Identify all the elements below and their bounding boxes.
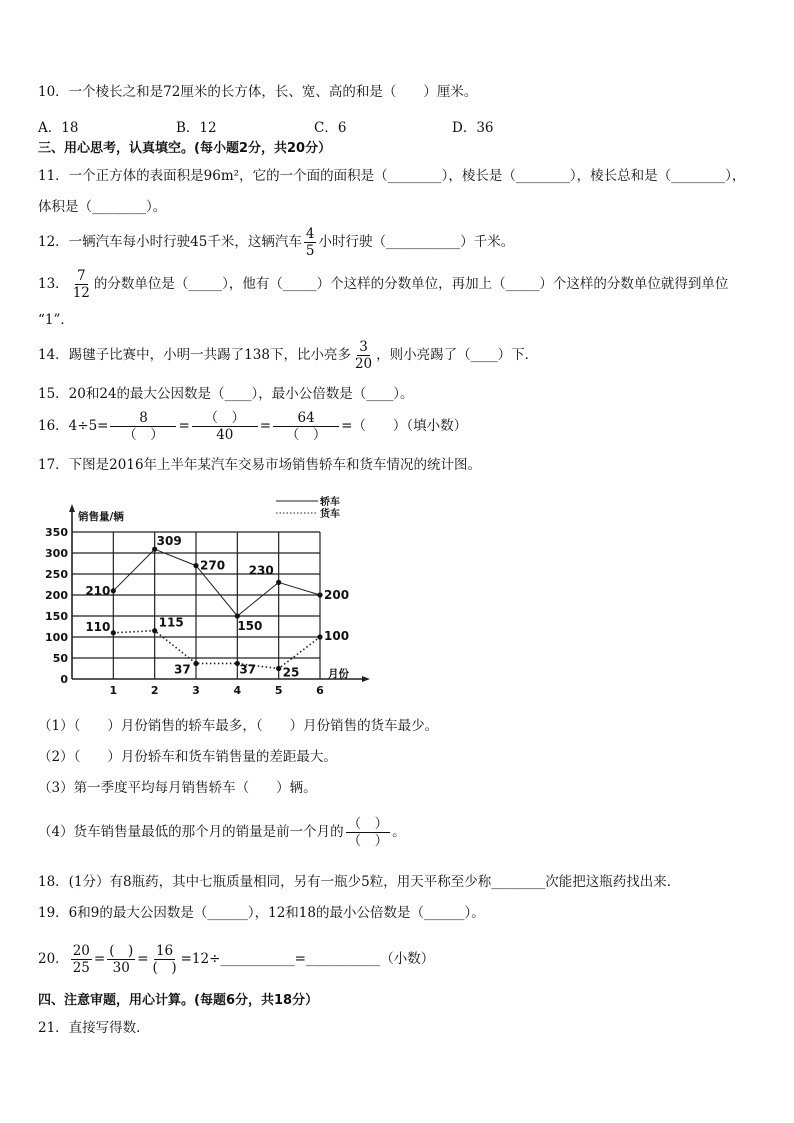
data-point xyxy=(152,628,157,633)
x-tick-label: 2 xyxy=(150,684,159,697)
question-18: 18．(1分）有8瓶药，其中七瓶质量相同，另有一瓶少5粒，用天平称至少称________次能把这瓶药找出来． xyxy=(38,874,681,890)
fraction-denominator: 40 xyxy=(216,427,234,443)
x-axis-label: 月份 xyxy=(328,668,349,680)
data-point xyxy=(235,613,240,618)
q16-fraction-2 xyxy=(192,410,258,443)
fraction-denominator: 30 xyxy=(112,960,130,976)
fraction-denominator: 12 xyxy=(72,285,90,301)
data-label: 150 xyxy=(237,619,263,633)
y-tick-label: 50 xyxy=(52,652,68,665)
y-tick-label: 0 xyxy=(60,673,68,686)
x-tick-label: 4 xyxy=(233,684,242,697)
q12-fraction xyxy=(304,226,317,259)
question-13-line2: “1”． xyxy=(38,312,74,328)
fraction-numerator: 20 xyxy=(72,943,90,959)
x-tick-label: 1 xyxy=(109,684,118,697)
question-17-sub1: （1）（ ）月份销售的轿车最多，（ ）月份销售的货车最少。 xyxy=(38,718,439,734)
sales-line-chart xyxy=(38,492,378,702)
data-label: 25 xyxy=(282,665,300,680)
q14-text-post: ，则小亮踢了（____）下． xyxy=(376,347,539,363)
q12-text-post: 小时行驶（___________）千米。 xyxy=(318,234,515,250)
q20-fraction-1 xyxy=(71,943,92,976)
data-point xyxy=(111,588,116,593)
data-point xyxy=(193,563,198,568)
data-label: 100 xyxy=(324,629,350,643)
y-tick-label: 200 xyxy=(45,589,68,602)
q17-sub4-text-post: 。 xyxy=(392,824,406,840)
y-tick-label: 300 xyxy=(45,547,68,560)
x-tick-label: 6 xyxy=(316,684,324,697)
question-11-line1: 11．一个正方体的表面积是96m²，它的一个面的面积是（________），棱长是（________），棱长总和是（________）， xyxy=(38,168,746,184)
equals-sign: = xyxy=(93,951,106,967)
q14-fraction xyxy=(353,339,374,372)
q20-text-pre: 20． xyxy=(38,951,69,967)
x-tick-label: 5 xyxy=(274,684,283,697)
question-10 xyxy=(38,82,477,102)
question-17-sub4 xyxy=(38,812,406,852)
data-point xyxy=(111,630,116,635)
fraction-numerator: 3 xyxy=(359,339,368,355)
q10-option-c: C．6 xyxy=(314,120,347,136)
question-13 xyxy=(38,267,728,301)
data-point xyxy=(317,592,322,597)
equals-sign: = xyxy=(178,418,190,434)
q20-fraction-2 xyxy=(107,943,135,976)
data-label: 37 xyxy=(239,662,257,677)
y-axis-label: 销售量/辆 xyxy=(78,511,124,523)
data-point xyxy=(193,661,198,666)
question-19: 19．6和9的最大公因数是（______），12和18的最小公倍数是（______）。 xyxy=(38,905,485,921)
fraction-numerator: 4 xyxy=(305,226,315,242)
q16-text-post: =（ ）（填小数） xyxy=(341,418,468,434)
q17-sub4-fraction xyxy=(346,816,391,849)
data-label: 230 xyxy=(248,563,274,578)
fraction-numerator: 8 xyxy=(110,410,176,427)
question-11-line2: 体积是（________）。 xyxy=(38,199,167,215)
q13-fraction xyxy=(71,268,92,301)
data-point xyxy=(276,666,281,671)
q12-text-pre: 12．一辆汽车每小时行驶45千米，这辆汽车 xyxy=(38,234,302,250)
q20-fraction-3 xyxy=(151,943,179,976)
question-20 xyxy=(38,940,434,978)
data-label: 115 xyxy=(158,615,184,630)
fraction-numerator: （ ） xyxy=(347,816,389,832)
legend-label: 轿车 xyxy=(320,497,340,508)
y-tick-label: 350 xyxy=(45,526,68,539)
y-tick-label: 100 xyxy=(45,631,68,644)
question-17-sub2: （2）（ ）月份轿车和货车销售量的差距最大。 xyxy=(38,749,337,765)
data-label: 309 xyxy=(156,534,182,549)
legend-label: 货车 xyxy=(320,509,340,520)
data-label: 210 xyxy=(85,583,111,598)
y-tick-label: 250 xyxy=(45,568,68,581)
data-label: 110 xyxy=(85,619,111,634)
fraction-denominator: ( ) xyxy=(152,960,177,976)
x-tick-label: 3 xyxy=(192,684,200,697)
fraction-denominator: 20 xyxy=(354,356,373,372)
equals-sign: = xyxy=(137,951,149,967)
question-17: 17．下图是2016年上半年某汽车交易市场销售轿车和货车情况的统计图。 xyxy=(38,457,482,473)
q10-option-d: D．36 xyxy=(452,120,494,136)
fraction-numerator: 16 xyxy=(155,943,174,959)
question-10-text: 10．一个棱长之和是72厘米的长方体，长、宽、高的和是（ ）厘米。 xyxy=(38,84,478,100)
question-21: 21．直接写得数． xyxy=(38,1020,150,1036)
fraction-denominator: 5 xyxy=(305,243,315,259)
section-4-heading: 四、注意审题，用心计算。(每题6分，共18分） xyxy=(38,993,319,1008)
x-axis-arrow xyxy=(362,676,370,682)
data-label: 37 xyxy=(174,662,191,677)
fraction-numerator: 7 xyxy=(76,268,86,284)
y-tick-label: 150 xyxy=(45,610,68,623)
q16-fraction-1 xyxy=(110,410,176,443)
q10-option-b: B．12 xyxy=(176,120,217,136)
section-3-heading: 三、用心思考，认真填空。(每小题2分，共20分） xyxy=(38,141,332,156)
data-point xyxy=(276,580,281,585)
fraction-numerator: （ ） xyxy=(192,410,258,427)
question-12 xyxy=(38,225,514,259)
q20-text-post: =12÷___________=___________（小数） xyxy=(180,951,435,967)
q16-text-pre: 16．4÷5= xyxy=(38,418,109,434)
question-16 xyxy=(38,408,467,444)
data-point xyxy=(317,634,322,639)
fraction-denominator: （ ） xyxy=(285,427,327,443)
q10-option-a: A．18 xyxy=(38,120,79,136)
y-axis-arrow xyxy=(69,504,75,512)
equals-sign: = xyxy=(259,418,272,434)
q14-text-pre: 14．踢毽子比赛中，小明一共踢了138下，比小亮多 xyxy=(38,347,351,363)
fraction-denominator: 25 xyxy=(72,960,90,976)
q16-fraction-3 xyxy=(273,410,339,443)
fraction-numerator: ( ) xyxy=(109,943,134,959)
series-line-truck xyxy=(113,631,320,669)
fraction-denominator: （ ） xyxy=(347,833,389,849)
question-15: 15．20和24的最大公因数是（____），最小公倍数是（____）。 xyxy=(38,386,414,402)
fraction-denominator: （ ） xyxy=(123,427,164,443)
question-17-sub3: （3）第一季度平均每月销售轿车（ ）辆。 xyxy=(38,780,317,796)
q13-text-pre: 13． xyxy=(38,276,69,292)
data-label: 200 xyxy=(324,588,350,602)
question-14 xyxy=(38,338,538,372)
fraction-numerator: 64 xyxy=(273,410,339,427)
q17-sub4-text-pre: （4）货车销售量最低的那个月的销量是前一个月的 xyxy=(38,824,344,840)
data-label: 270 xyxy=(200,558,226,573)
q13-text-post: 的分数单位是（_____），他有（_____）个这样的分数单位，再加上（_____）个这样的分数单位就得到单位 xyxy=(93,276,729,292)
